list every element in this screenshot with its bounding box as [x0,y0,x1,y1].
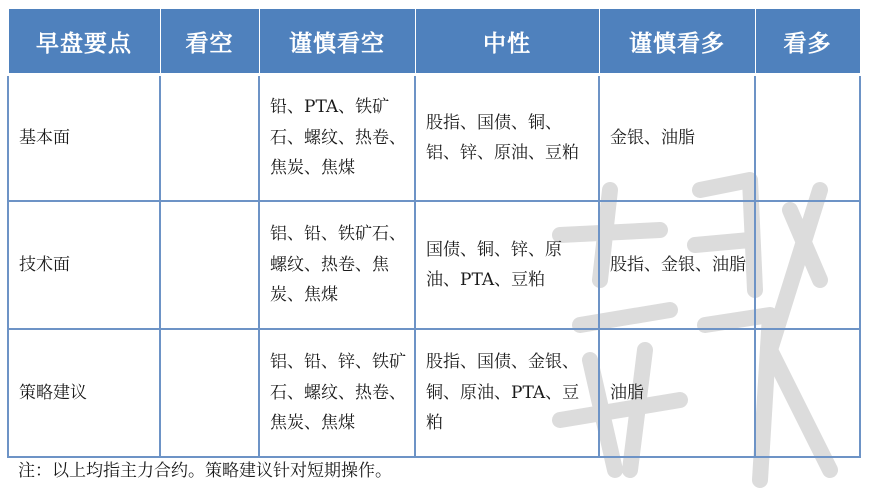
table-cell [755,75,860,202]
table-cell: 国债、铜、锌、原油、PTA、豆粕 [415,201,599,329]
table-cell [755,329,860,457]
table-cell [160,329,259,457]
table-cell [160,201,259,329]
footnote: 注：以上均指主力合约。策略建议针对短期操作。 [18,461,392,481]
table-cell: 铝、铅、锌、铁矿石、螺纹、热卷、焦炭、焦煤 [259,329,415,457]
table-cell: 金银、油脂 [599,75,755,202]
row-label-fundamentals: 基本面 [8,75,160,202]
header-cell-bearish: 看空 [160,9,259,75]
row-label-technicals: 技术面 [8,201,160,329]
header-cell-key-points: 早盘要点 [8,9,160,75]
table-cell: 股指、国债、金银、铜、原油、PTA、豆粕 [415,329,599,457]
table-cell: 铅、PTA、铁矿石、螺纹、热卷、焦炭、焦煤 [259,75,415,202]
header-cell-bullish: 看多 [755,9,860,75]
table-row [8,201,860,329]
table-cell: 股指、国债、铜、铝、锌、原油、豆粕 [415,75,599,202]
table-cell: 铝、铅、铁矿石、螺纹、热卷、焦炭、焦煤 [259,201,415,329]
table-cell [755,201,860,329]
table-cell [160,75,259,202]
table-row [8,329,860,457]
table-row [8,75,860,202]
strategy-table [7,8,861,458]
header-cell-cautiously-bullish: 谨慎看多 [599,9,755,75]
header-cell-neutral: 中性 [415,9,599,75]
row-label-strategy: 策略建议 [8,329,160,457]
table-cell: 股指、金银、油脂 [599,201,755,329]
table-header-row [8,9,860,75]
table-cell: 油脂 [599,329,755,457]
header-cell-cautiously-bearish: 谨慎看空 [259,9,415,75]
